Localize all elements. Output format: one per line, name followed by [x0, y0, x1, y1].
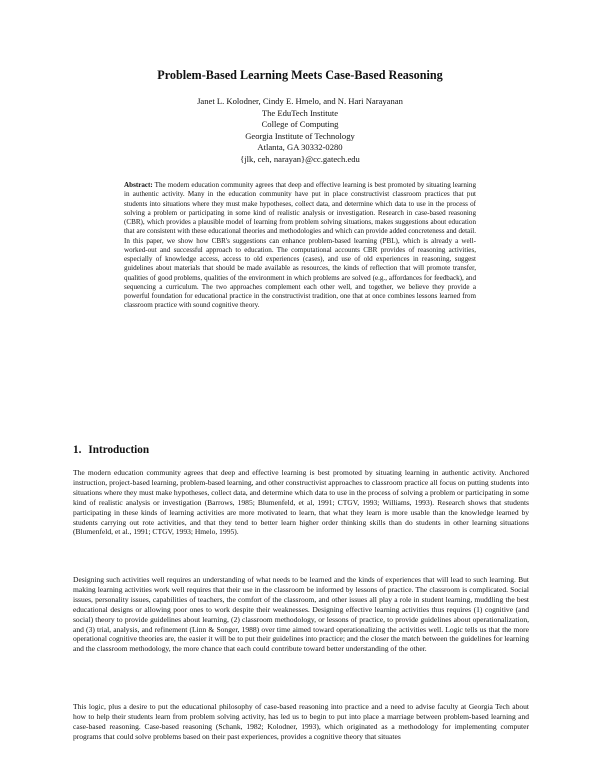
abstract-label: Abstract: [124, 181, 153, 189]
author-college: College of Computing [261, 119, 339, 130]
author-emails: {jlk, ceh, narayan}@cc.gatech.edu [240, 153, 360, 164]
paragraph: Designing such activities well requires an understanding of what needs to be learned and the kinds of experiences that will lead to such learning. But making learning activities work well requires that their use in the classroom be informed by lessons of practice. The classroom is complicated. Social issues, personality issues, capabilities of teachers, the comfort of the classroom, and other issues all play a role in student learning, muddling the best educational designs or allowing poor ones to work despite their weaknesses. Designing effective learning activities thus requires (1) cognitive (and social) theory to provide guidelines about learning, (2) classroom methodology, or lessons of practice, to provide guidelines about operationalization, and (3) trial, analysis, and refinement (Linn & Songer, 1988) over time aimed toward operationalizing the activities well. Logic tells us that the more operational cognitive theories are, the easier it will be to put their guidelines into practice; and the closer the match between the guidelines for learning and the classroom methodology, the more chance that each could contribute toward better understanding of the other. [73, 575, 529, 654]
abstract [124, 181, 476, 311]
section-title: Introduction [88, 444, 150, 456]
paragraph: The modern education community agrees that deep and effective learning is best promoted by situating learning in authentic activity. Anchored instruction, project-based learning, problem-based learning, and other constructivist approaches to classroom practice all focus on putting students into situations where they must make hypotheses, collect data, and determine which data to use in the process of solving a problem or participating in some kind of realistic analysis or investigation (Barrows, 1985; Blumenfeld, et al, 1991; CTGV, 1993; Williams, 1993). Research shows that students participating in these kinds of learning activities are more motivated to learn, that what they learn is more usable than the knowledge learned by students carrying out rote activities, and that they tend to better learn higher order thinking skills than do students in other learning situations (Blumenfeld, et al., 1991; CTGV, 1993; Hmelo, 1995). [73, 468, 529, 537]
paper-title: Problem-Based Learning Meets Case-Based Reasoning [157, 68, 443, 82]
author-names: Janet L. Kolodner, Cindy E. Hmelo, and N. Hari Narayanan [197, 96, 403, 106]
abstract-text: The modern education community agrees that deep and effective learning is best promoted by situating learning in authentic activity. Many in the education community have put in place constructivist classroom practices that put students into situations where they must make hypotheses, collect data, and determine which data to use in the process of solving a problem or participating in some kind of realistic analysis or investigation. Research in case-based reasoning (CBR), which provides a plausible model of learning from problem solving situations, makes suggestions about education that are consistent with these educational theories and methodologies and which can provide added concreteness and detail. In this paper, we show how CBR's suggestions can enhance problem-based learning (PBL), which is already a well-worked-out and successful approach to education. The computational accounts CBR provides of reasoning activities, especially of knowledge access, access to old experiences (cases), and use of old experiences in reasoning, suggest guidelines about materials that should be made available as resources, the kinds of reflection that will promote transfer, qualities of good problems, qualities of the environment in which problems are solved (e.g., affordances for feedback), and sequencing a curriculum. The two approaches complement each other well, and together, we believe they provide a powerful foundation for educational practice in the constructivist tradition, one that at once combines lessons learned from classroom practice with sound cognitive theory. [124, 181, 477, 310]
author-address: Atlanta, GA 30332-0280 [257, 142, 343, 153]
author-block [0, 96, 600, 166]
author-university: Georgia Institute of Technology [245, 130, 355, 141]
paragraph: This logic, plus a desire to put the educational philosophy of case-based reasoning into practice and a need to advise faculty at Georgia Tech about how to help their students learn from problem solving activity, has led us to begin to put into place a marriage between problem-based learning and case-based reasoning. Case-based reasoning (Schank, 1982; Kolodner, 1993), which originated as a methodology for implementing computer programs that could solve problems based on their past experiences, provides a cognitive theory that situates [73, 702, 529, 741]
section-number: 1. [73, 444, 82, 456]
author-institute: The EduTech Institute [261, 107, 339, 118]
section-heading [73, 444, 149, 456]
